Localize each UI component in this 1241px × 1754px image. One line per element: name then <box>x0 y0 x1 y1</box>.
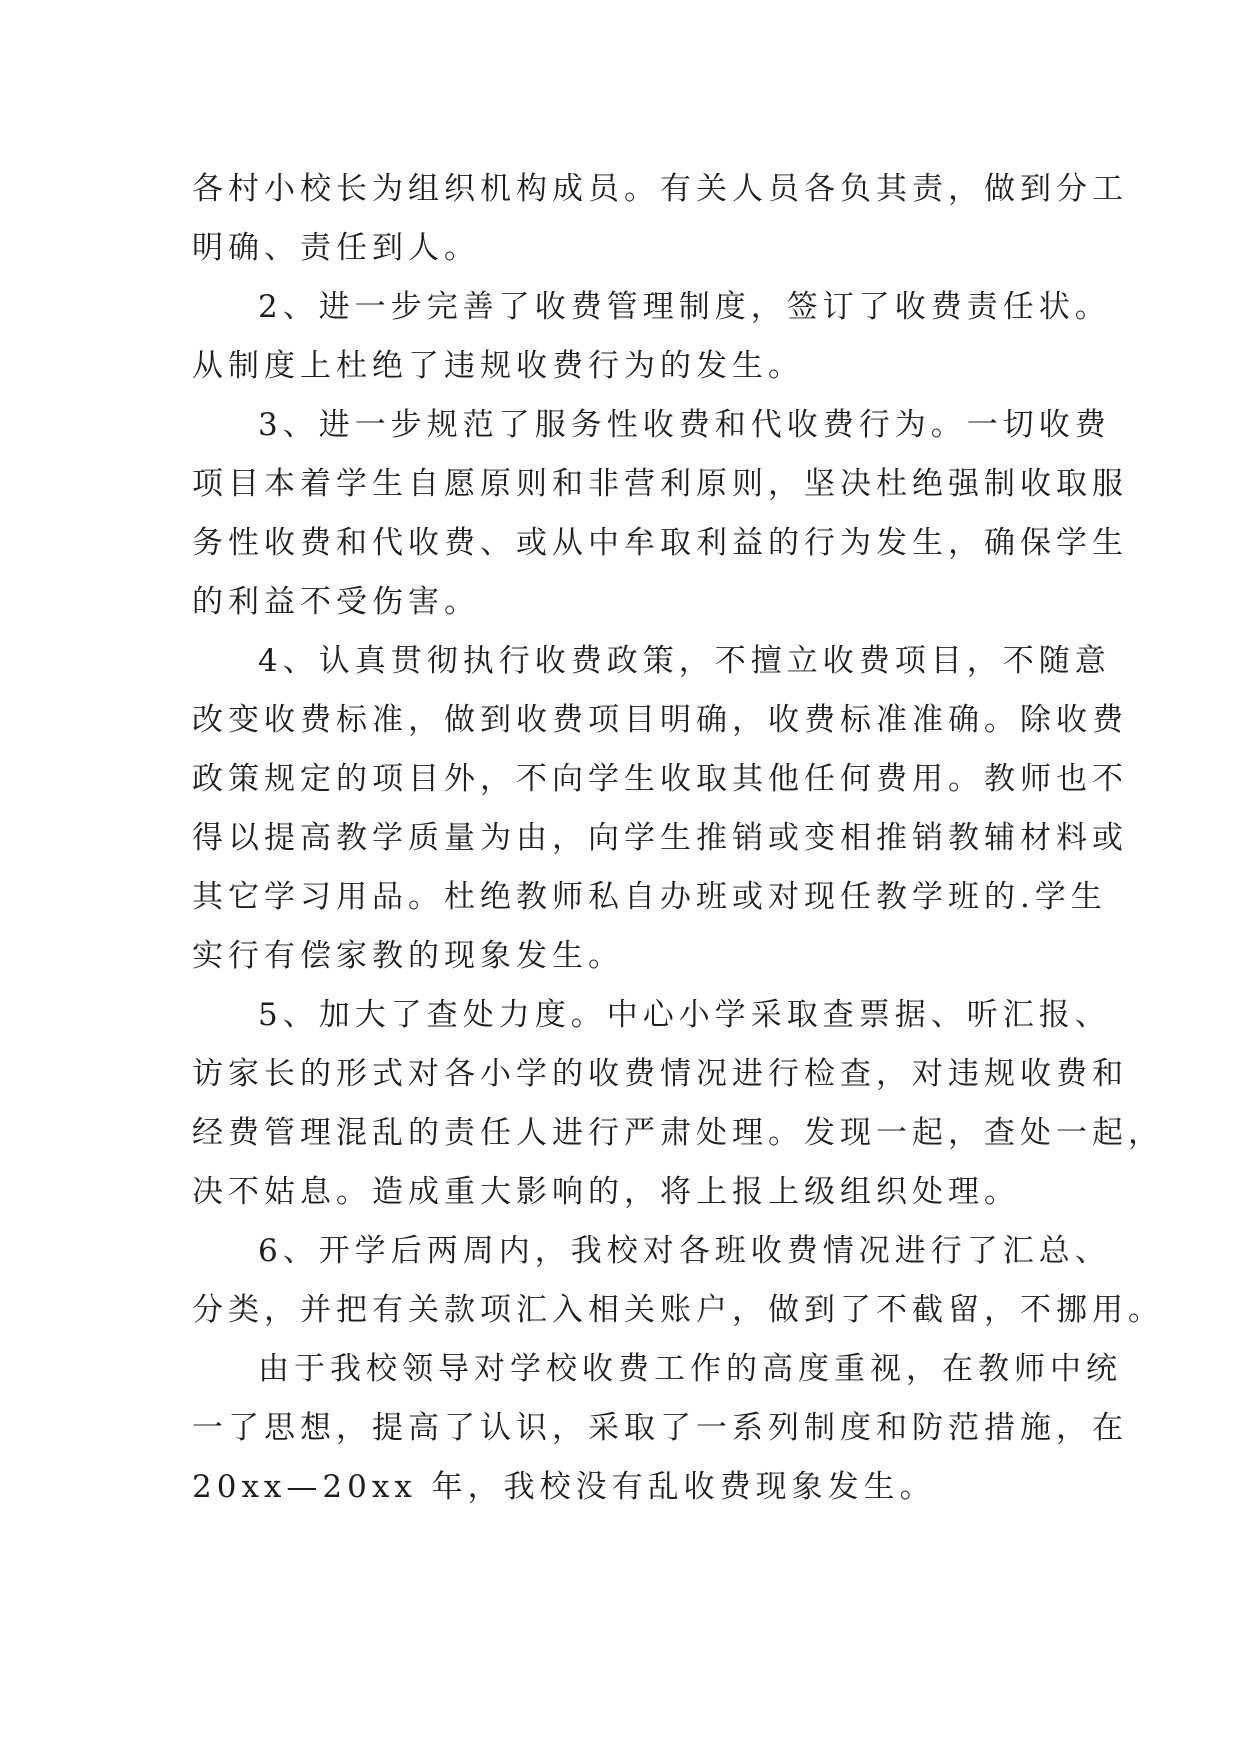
paragraph-3 <box>192 396 1128 632</box>
paragraph-line: 政策规定的项目外，不向学生收取其他任何费用。教师也不 <box>192 761 1128 797</box>
paragraph-5 <box>192 986 1164 1222</box>
paragraph-line: 项目本着学生自愿原则和非营利原则，坚决杜绝强制收取服 <box>192 466 1128 502</box>
document-body <box>192 160 1164 1517</box>
paragraph-line: 经费管理混乱的责任人进行严肃处理。发现一起，查处一起， <box>192 1115 1164 1151</box>
paragraph-line: 其它学习用品。杜绝教师私自办班或对现任教学班的.学生 <box>192 879 1107 915</box>
paragraph-line: 的利益不受伤害。 <box>192 584 480 620</box>
paragraph-line: 实行有偿家教的现象发生。 <box>192 938 624 974</box>
paragraph-line: 访家长的形式对各小学的收费情况进行检查，对违规收费和 <box>192 1056 1128 1092</box>
paragraph-line: 5、加大了查处力度。中心小学采取查票据、听汇报、 <box>258 997 1111 1033</box>
paragraph-1 <box>192 160 1128 278</box>
paragraph-line: 得以提高教学质量为由，向学生推销或变相推销教辅材料或 <box>192 820 1128 856</box>
paragraph-line: 3、进一步规范了服务性收费和代收费行为。一切收费 <box>258 407 1111 443</box>
paragraph-line: 决不姑息。造成重大影响的，将上报上级组织处理。 <box>192 1174 1020 1210</box>
paragraph-line: 20xx—20xx 年，我校没有乱收费现象发生。 <box>192 1469 936 1505</box>
paragraph-line: 各村小校长为组织机构成员。有关人员各负其责，做到分工 <box>192 171 1128 207</box>
paragraph-4 <box>192 632 1128 986</box>
paragraph-line: 明确、责任到人。 <box>192 230 480 266</box>
paragraph-line: 一了思想，提高了认识，采取了一系列制度和防范措施，在 <box>192 1410 1128 1446</box>
paragraph-line: 2、进一步完善了收费管理制度，签订了收费责任状。 <box>258 289 1111 325</box>
paragraph-line: 由于我校领导对学校收费工作的高度重视，在教师中统 <box>258 1351 1122 1387</box>
paragraph-line: 务性收费和代收费、或从中牟取利益的行为发生，确保学生 <box>192 525 1128 561</box>
paragraph-line: 改变收费标准，做到收费项目明确，收费标准准确。除收费 <box>192 702 1128 738</box>
paragraph-line: 6、开学后两周内，我校对各班收费情况进行了汇总、 <box>258 1233 1111 1269</box>
paragraph-line: 分类，并把有关款项汇入相关账户，做到了不截留，不挪用。 <box>192 1292 1164 1328</box>
paragraph-6 <box>192 1222 1164 1340</box>
paragraph-7 <box>192 1340 1128 1517</box>
paragraph-line: 从制度上杜绝了违规收费行为的发生。 <box>192 348 804 384</box>
paragraph-line: 4、认真贯彻执行收费政策，不擅立收费项目，不随意 <box>258 643 1111 679</box>
paragraph-2 <box>192 278 1111 396</box>
